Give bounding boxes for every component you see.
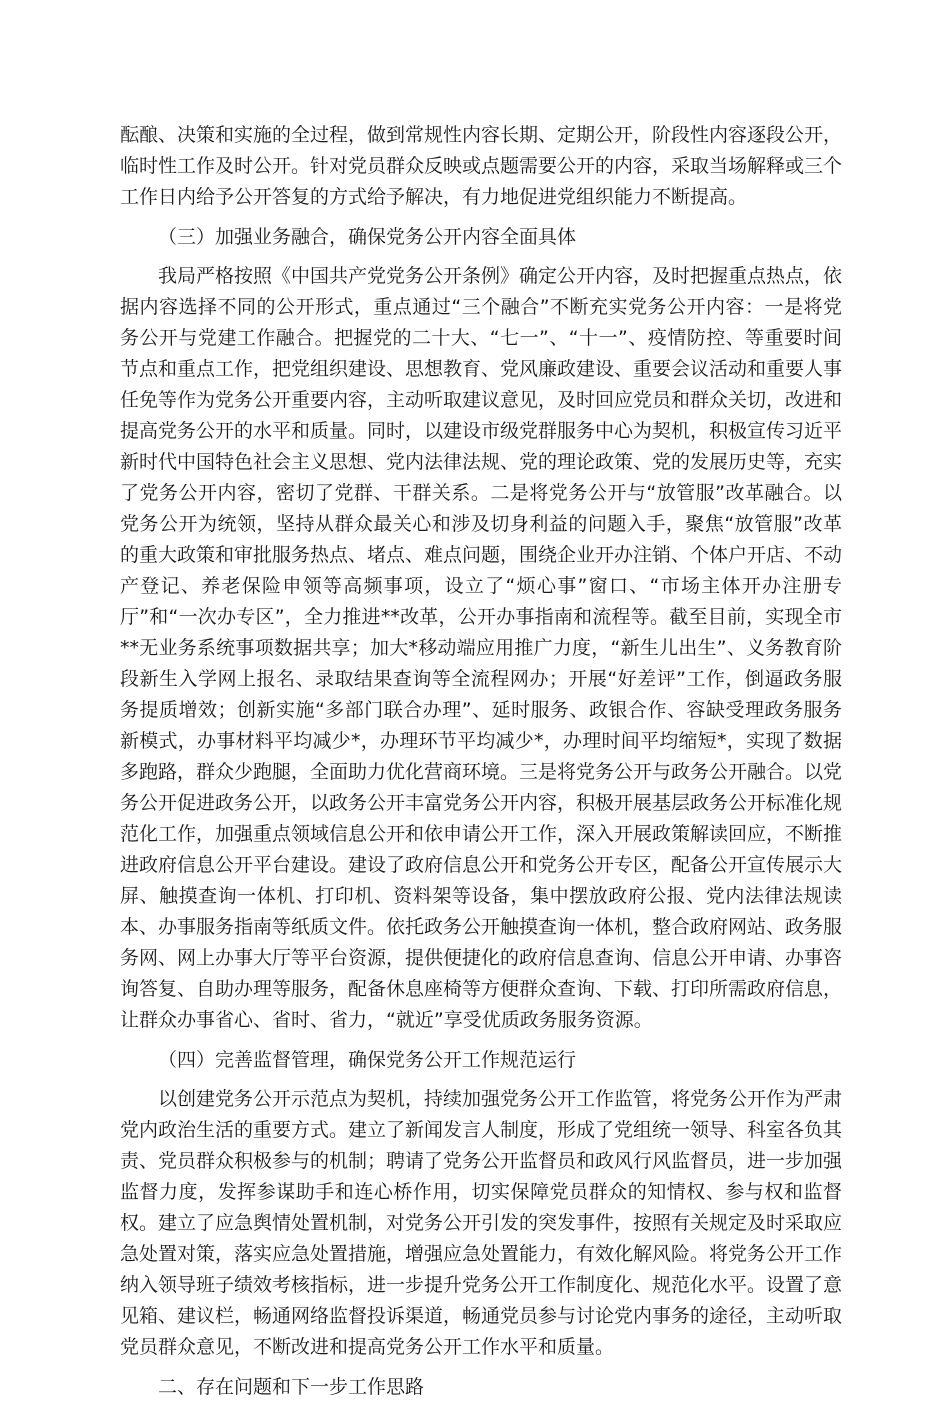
body-paragraph-business-integration: 我局严格按照《中国共产党党务公开条例》确定公开内容，及时把握重点热点，依据内容选择不同的公开形式，重点通过“三个融合”不断充实党务公开内容：一是将党务公开与党建工作融合。把握党的二十大、“七一”、“十一”、疫情防控、等重要时间节点和重点工作，把党组织建设、思想教育、党风廉政建设、重要会议活动和重要人事任免等作为党务公开重要内容，主动听取建议意见，及时回应党员和群众关切，改进和提高党务公开的水平和质量。同时，以建设市级党群服务中心为契机，积极宣传习近平新时代中国特色社会主义思想、党内法律法规、党的理论政策、党的发展历史等，充实了党务公开内容，密切了党群、干群关系。二是将党务公开与“放管服”改革融合。以党务公开为统领，坚持从群众最关心和涉及切身利益的问题入手，聚焦“放管服”改革的重大政策和审批服务热点、堵点、难点问题，围绕企业开办注销、个体户开店、不动产登记、养老保险申领等高频事项，设立了“烦心事”窗口、“市场主体开办注册专厅”和“一次办专区”，全力推进**改革，公开办事指南和流程等。截至目前，实现全市**无业务系统事项数据共享；加大*移动端应用推广力度，“新生儿出生”、义务教育阶段新生入学网上报名、录取结果查询等全流程网办；开展“好差评”工作，倒逼政务服务提质增效；创新实施“多部门联合办理”、延时服务、政银合作、容缺受理政务服务新模式，办事材料平均减少*，办理环节平均减少*，办理时间平均缩短*，实现了数据多跑路，群众少跑腿，全面助力优化营商环境。三是将党务公开与政务公开融合。以党务公开促进政务公开，以政务公开丰富党务公开内容，积极开展基层政务公开标准化规范化工作，加强重点领域信息公开和依申请公开工作，深入开展政策解读回应，不断推进政府信息公开平台建设。建设了政府信息公开和党务公开专区，配备公开宣传展示大屏、触摸查询一体机、打印机、资料架等设备，集中摆放政府公报、党内法律法规读本、办事服务指南等纸质文件。依托政务公开触摸查询一体机，整合政府网站、政务服务网、网上办事大厅等平台资源，提供便捷化的政府信息查询、信息公开申请、办事咨询答复、自助办理等服务，配备休息座椅等方便群众查询、下载、打印所需政府信息，让群众办事省心、省时、省力，“就近”享受优质政务服务资源。 — [120, 265, 843, 1031]
body-paragraph-supervision: 以创建党务公开示范点为契机，持续加强党务公开工作监管，将党务公开作为严肃党内政治生活的重要方式。建立了新闻发言人制度，形成了党组统一领导、科室各负其责、党员群众积极参与的机制；聘请了党务公开监督员和政风行风监督员，进一步加强监督力度，发挥参谋助手和连心桥作用，切实保障党员群众的知情权、参与权和监督权。建立了应急舆情处置机制，对党务公开引发的突发事件，按照有关规定及时采取应急处置对策，落实应急处置措施，增强应急处置能力，有效化解风险。将党务公开工作纳入领导班子绩效考核指标，进一步提升党务公开工作制度化、规范化水平。设置了意见箱、建议栏，畅通网络监督投诉渠道，畅通党员参与讨论党内事务的途径，主动听取党员群众意见，不断改进和提高党务公开工作水平和质量。 — [120, 1088, 843, 1358]
document-page — [120, 120, 842, 1411]
body-paragraph-continued: 酝酿、决策和实施的全过程，做到常规性内容长期、定期公开，阶段性内容逐段公开，临时性工作及时公开。针对党员群众反映或点题需要公开的内容，采取当场解释或三个工作日内给予公开答复的方式给予解决，有力地促进党组织能力不断提高。 — [120, 124, 843, 208]
section-heading-4: （四）完善监督管理，确保党务公开工作规范运行 — [158, 1049, 577, 1071]
section-heading-3: （三）加强业务融合，确保党务公开内容全面具体 — [158, 226, 577, 248]
section-heading-2: 二、存在问题和下一步工作思路 — [158, 1376, 425, 1398]
